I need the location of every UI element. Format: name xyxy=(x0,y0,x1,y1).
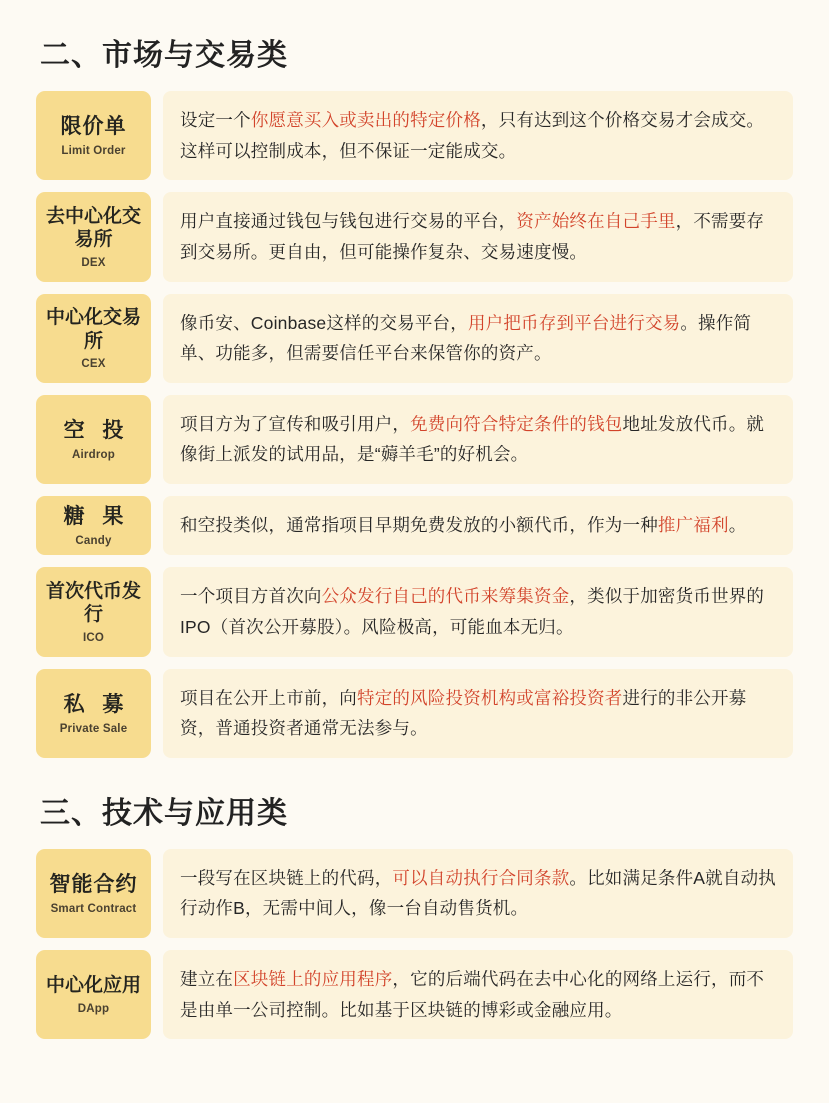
term-badge xyxy=(36,294,151,383)
term-description xyxy=(163,395,793,484)
term-description xyxy=(163,669,793,758)
term-label-en: Private Sale xyxy=(59,722,128,735)
term-label-en: ICO xyxy=(82,632,105,645)
body-text: 用户直接通过钱包与钱包进行交易的平台， xyxy=(180,211,517,232)
highlighted-text: 公众发行自己的代币来筹集资金 xyxy=(321,586,570,607)
term-label-en: CEX xyxy=(81,358,106,371)
body-text: 项目方为了宣传和吸引用户， xyxy=(180,413,411,434)
body-text: 。比如满足条件A就自动执行动作B，无需中间人，像一台自动售货机。 xyxy=(180,867,776,919)
term-label-cn: 中心化应用 xyxy=(45,975,141,997)
body-text: 设定一个 xyxy=(180,110,251,130)
glossary-entry xyxy=(36,950,793,1039)
term-badge xyxy=(36,395,151,484)
glossary-entry xyxy=(36,849,793,938)
term-label-en: DApp xyxy=(77,1003,110,1015)
term-label-cn: 空 投 xyxy=(63,418,130,442)
glossary-entry xyxy=(36,294,793,383)
body-text: 像币安、Coinbase这样的交易平台， xyxy=(180,312,468,333)
highlighted-text: 免费向符合特定条件的钱包 xyxy=(410,413,623,434)
term-label-cn: 智能合约 xyxy=(49,872,138,896)
body-text: ，类似于加密货币世界的IPO（首次公开募股）。风险极高，可能血本无归。 xyxy=(180,586,765,637)
body-text: ，只有达到这个价格交易才会成交。这样可以控制成本，但不保证一定能成交。 xyxy=(180,110,765,161)
body-text: ，它的后端代码在去中心化的网络上运行，而不是由单一公司控制。比如基于区块链的博彩或金融应用。 xyxy=(180,969,765,1020)
glossary-entry xyxy=(36,496,793,555)
glossary-entry xyxy=(36,567,793,656)
glossary-list xyxy=(36,91,793,758)
term-label-cn: 去中心化交易所 xyxy=(45,205,141,251)
sections-container xyxy=(36,36,793,1039)
term-badge xyxy=(36,91,151,180)
glossary-entry xyxy=(36,91,793,180)
highlighted-text: 资产始终在自己手里 xyxy=(516,211,676,232)
body-text: ，不需要存到交易所。更自由，但可能操作复杂、交易速度慢。 xyxy=(180,211,765,262)
body-text: 。 xyxy=(728,515,747,536)
term-label-cn: 限价单 xyxy=(60,115,127,138)
term-label-cn: 首次代币发行 xyxy=(45,580,141,626)
body-text: 。操作简单、功能多，但需要信任平台来保管你的资产。 xyxy=(180,312,752,364)
glossary-entry xyxy=(36,669,793,758)
highlighted-text: 你愿意买入或卖出的特定价格 xyxy=(250,110,481,130)
term-label-cn: 中心化交易所 xyxy=(45,306,141,352)
term-description xyxy=(163,91,793,180)
term-description xyxy=(163,192,793,281)
term-label-cn: 私 募 xyxy=(63,692,130,716)
term-badge xyxy=(36,669,151,758)
section-title: 三、技术与应用类 xyxy=(40,796,288,830)
term-description xyxy=(163,950,793,1039)
term-description xyxy=(163,567,793,656)
body-text: 一段写在区块链上的代码， xyxy=(180,867,393,888)
term-badge xyxy=(36,849,151,938)
glossary-list xyxy=(36,849,793,1040)
body-text: 建立在 xyxy=(180,969,234,989)
body-text: 项目在公开上市前，向 xyxy=(180,687,357,708)
section-title: 二、市场与交易类 xyxy=(40,39,288,72)
highlighted-text: 推广福利 xyxy=(657,515,729,536)
body-text: 进行的非公开募资，普通投资者通常无法参与。 xyxy=(180,687,747,739)
highlighted-text: 可以自动执行合同条款 xyxy=(392,867,570,888)
term-label-cn: 糖 果 xyxy=(63,505,130,528)
term-badge xyxy=(36,567,151,656)
term-badge xyxy=(36,950,151,1039)
term-label-en: Limit Order xyxy=(61,145,126,158)
highlighted-text: 用户把币存到平台进行交易 xyxy=(467,312,681,333)
term-label-en: Candy xyxy=(75,535,112,548)
term-description xyxy=(163,496,793,555)
term-label-en: Smart Contract xyxy=(50,903,137,915)
highlighted-text: 区块链上的应用程序 xyxy=(233,969,393,989)
term-label-en: Airdrop xyxy=(72,449,115,461)
glossary-entry xyxy=(36,395,793,484)
highlighted-text: 特定的风险投资机构或富裕投资者 xyxy=(357,687,623,708)
glossary-entry xyxy=(36,192,793,281)
term-badge xyxy=(36,496,151,555)
body-text: 一个项目方首次向 xyxy=(180,586,322,607)
term-label-en: DEX xyxy=(81,257,106,270)
term-badge xyxy=(36,192,151,281)
body-text: 和空投类似，通常指项目早期免费发放的小额代币，作为一种 xyxy=(180,515,658,536)
body-text: 地址发放代币。就像街上派发的试用品，是“薅羊毛”的好机会。 xyxy=(180,413,765,465)
term-description xyxy=(163,849,793,938)
term-description xyxy=(163,294,793,383)
